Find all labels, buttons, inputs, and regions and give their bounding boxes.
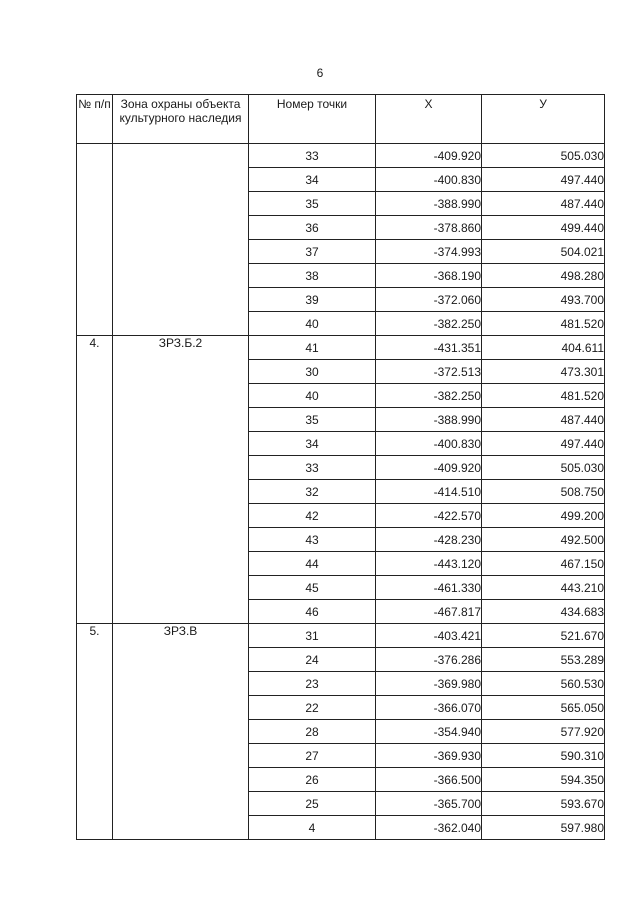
point-number-cell: 23 [249,672,376,696]
point-number-cell: 31 [249,624,376,648]
x-coordinate-cell: -368.190 [376,264,482,288]
y-coordinate-cell: 560.530 [482,672,605,696]
page-number: 6 [316,66,324,80]
point-number-cell: 25 [249,792,376,816]
header-y: У [482,95,605,144]
x-coordinate-cell: -372.060 [376,288,482,312]
point-number-cell: 33 [249,456,376,480]
group-number: 5. [77,624,113,840]
point-number-cell: 28 [249,720,376,744]
point-number-cell: 40 [249,312,376,336]
point-number-cell: 30 [249,360,376,384]
y-coordinate-cell: 487.440 [482,408,605,432]
table-row [77,144,605,168]
point-number-cell: 44 [249,552,376,576]
x-coordinate-cell: -365.700 [376,792,482,816]
header-point: Номер точки [249,95,376,144]
group-zone: ЗРЗ.Б.2 [113,336,249,624]
point-number-cell: 37 [249,240,376,264]
point-number-cell: 38 [249,264,376,288]
point-number-cell: 26 [249,768,376,792]
y-coordinate-cell: 467.150 [482,552,605,576]
x-coordinate-cell: -388.990 [376,408,482,432]
point-number-cell: 4 [249,816,376,840]
y-coordinate-cell: 443.210 [482,576,605,600]
x-coordinate-cell: -400.830 [376,168,482,192]
x-coordinate-cell: -428.230 [376,528,482,552]
y-coordinate-cell: 504.021 [482,240,605,264]
x-coordinate-cell: -362.040 [376,816,482,840]
y-coordinate-cell: 597.980 [482,816,605,840]
y-coordinate-cell: 498.280 [482,264,605,288]
x-coordinate-cell: -382.250 [376,312,482,336]
point-number-cell: 22 [249,696,376,720]
y-coordinate-cell: 481.520 [482,312,605,336]
point-number-cell: 35 [249,192,376,216]
y-coordinate-cell: 590.310 [482,744,605,768]
table-body [77,144,605,840]
point-number-cell: 40 [249,384,376,408]
y-coordinate-cell: 481.520 [482,384,605,408]
point-number-cell: 34 [249,432,376,456]
header-zone: Зона охраны объекта культурного наследия [113,95,249,144]
y-coordinate-cell: 508.750 [482,480,605,504]
point-number-cell: 41 [249,336,376,360]
group-zone [113,144,249,336]
x-coordinate-cell: -369.980 [376,672,482,696]
point-number-cell: 24 [249,648,376,672]
table-row [77,624,605,648]
y-coordinate-cell: 565.050 [482,696,605,720]
point-number-cell: 45 [249,576,376,600]
y-coordinate-cell: 493.700 [482,288,605,312]
point-number-cell: 42 [249,504,376,528]
table-row [77,336,605,360]
table-header-row [77,95,605,144]
header-num: № п/п [77,95,113,144]
y-coordinate-cell: 593.670 [482,792,605,816]
group-number: 4. [77,336,113,624]
y-coordinate-cell: 499.200 [482,504,605,528]
y-coordinate-cell: 505.030 [482,456,605,480]
x-coordinate-cell: -369.930 [376,744,482,768]
x-coordinate-cell: -382.250 [376,384,482,408]
y-coordinate-cell: 487.440 [482,192,605,216]
x-coordinate-cell: -431.351 [376,336,482,360]
x-coordinate-cell: -376.286 [376,648,482,672]
x-coordinate-cell: -354.940 [376,720,482,744]
group-number [77,144,113,336]
x-coordinate-cell: -409.920 [376,144,482,168]
y-coordinate-cell: 553.289 [482,648,605,672]
y-coordinate-cell: 594.350 [482,768,605,792]
point-number-cell: 32 [249,480,376,504]
x-coordinate-cell: -378.860 [376,216,482,240]
x-coordinate-cell: -372.513 [376,360,482,384]
point-number-cell: 36 [249,216,376,240]
y-coordinate-cell: 404.611 [482,336,605,360]
x-coordinate-cell: -374.993 [376,240,482,264]
x-coordinate-cell: -388.990 [376,192,482,216]
y-coordinate-cell: 497.440 [482,432,605,456]
y-coordinate-cell: 492.500 [482,528,605,552]
y-coordinate-cell: 505.030 [482,144,605,168]
group-zone: ЗРЗ.В [113,624,249,840]
coordinates-table [76,94,605,840]
x-coordinate-cell: -414.510 [376,480,482,504]
point-number-cell: 27 [249,744,376,768]
header-x: X [376,95,482,144]
y-coordinate-cell: 473.301 [482,360,605,384]
point-number-cell: 34 [249,168,376,192]
point-number-cell: 46 [249,600,376,624]
x-coordinate-cell: -403.421 [376,624,482,648]
x-coordinate-cell: -467.817 [376,600,482,624]
y-coordinate-cell: 434.683 [482,600,605,624]
x-coordinate-cell: -461.330 [376,576,482,600]
x-coordinate-cell: -366.500 [376,768,482,792]
x-coordinate-cell: -443.120 [376,552,482,576]
point-number-cell: 35 [249,408,376,432]
y-coordinate-cell: 499.440 [482,216,605,240]
x-coordinate-cell: -422.570 [376,504,482,528]
y-coordinate-cell: 521.670 [482,624,605,648]
point-number-cell: 39 [249,288,376,312]
point-number-cell: 33 [249,144,376,168]
x-coordinate-cell: -409.920 [376,456,482,480]
point-number-cell: 43 [249,528,376,552]
x-coordinate-cell: -400.830 [376,432,482,456]
x-coordinate-cell: -366.070 [376,696,482,720]
y-coordinate-cell: 497.440 [482,168,605,192]
y-coordinate-cell: 577.920 [482,720,605,744]
